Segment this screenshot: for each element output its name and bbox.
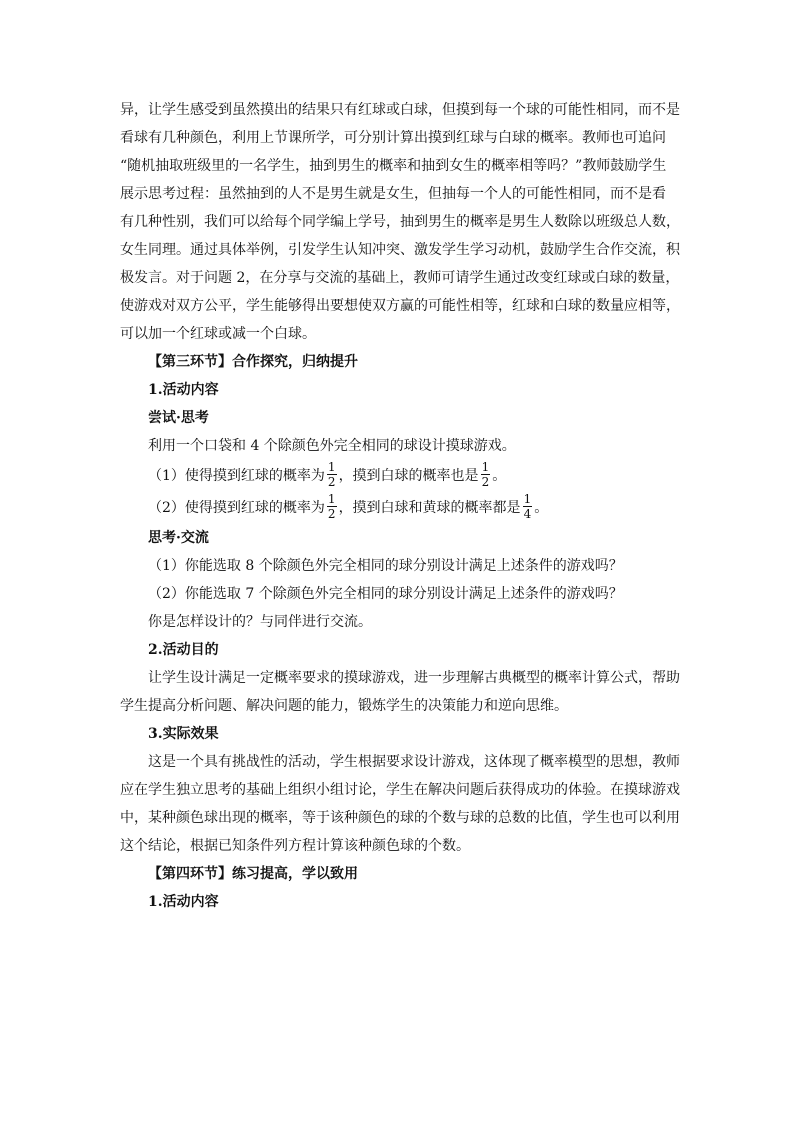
text-line: 使游戏对双方公平，学生能够得出要想使双方赢的可能性相等，红球和白球的数量应相等，	[120, 298, 680, 314]
text-line: 看球有几种颜色，利用上节课所学，可分别计算出摸到红球与白球的概率。教师也可追问	[120, 130, 666, 146]
text-line: 展示思考过程：虽然抽到的人不是男生就是女生，但抽每一个人的可能性相同，而不是看	[120, 186, 666, 202]
fraction: $\frac{1}{4}$	[523, 491, 532, 521]
section-3-activity-goal-heading: 2.活动目的	[148, 642, 219, 658]
fraction: $\frac{1}{2}$	[327, 491, 336, 521]
think-discuss-item-3: 你是怎样设计的？与同伴进行交流。	[148, 614, 372, 630]
text-line: 异，让学生感受到虽然摸出的结果只有红球或白球，但摸到每一个球的可能性相同，而不是	[120, 102, 680, 118]
q2-text-b: ，摸到白球和黄球的概率都是	[338, 500, 521, 516]
paragraph-intro	[120, 96, 680, 348]
document-page	[120, 96, 680, 916]
fraction: $\frac{1}{2}$	[327, 459, 336, 489]
text-line: 让学生设计满足一定概率要求的摸球游戏，进一步理解古典概型的概率计算公式，帮助	[148, 670, 680, 686]
q1-text-a: （1）使得摸到红球的概率为	[148, 468, 325, 484]
text-line: 极发言。对于问题 2，在分享与交流的基础上，教师可请学生通过改变红球或白球的数量，	[120, 270, 680, 286]
text-line: “随机抽取班级里的一名学生，抽到男生的概率和抽到女生的概率相等吗？”教师鼓励学生	[120, 158, 667, 174]
text-line: 应在学生独立思考的基础上组织小组讨论，学生在解决问题后获得成功的体验。在摸球游戏	[120, 782, 680, 798]
text-line: 这个结论，根据已知条件列方程计算该种颜色球的个数。	[120, 838, 470, 854]
q2-text-a: （2）使得摸到红球的概率为	[148, 500, 325, 516]
paragraph-goal	[120, 664, 680, 720]
paragraph-effect	[120, 748, 680, 860]
section-4-title: 【第四环节】练习提高，学以致用	[148, 866, 358, 882]
think-discuss-heading: 思考·交流	[148, 530, 209, 546]
section-4-activity-content-heading: 1.活动内容	[148, 894, 219, 910]
text-line: 学生提高分析问题、解决问题的能力，锻炼学生的决策能力和逆向思维。	[120, 698, 568, 714]
q1-text-b: ，摸到白球的概率也是	[338, 468, 479, 484]
fraction: $\frac{1}{2}$	[481, 459, 490, 489]
text-line: 女生同理。通过具体举例，引发学生认知冲突、激发学生学习动机，鼓励学生合作交流，积	[120, 242, 680, 258]
think-discuss-item-1: （1）你能选取 8 个除颜色外完全相同的球分别设计满足上述条件的游戏吗？	[148, 558, 623, 574]
text-line: 有几种性别，我们可以给每个同学编上学号，抽到男生的概率是男生人数除以班级总人数，	[120, 214, 680, 230]
section-3-activity-content-heading: 1.活动内容	[148, 382, 219, 398]
q2-text-c: 。	[534, 500, 549, 516]
question-1	[120, 460, 680, 492]
section-3-effect-heading: 3.实际效果	[148, 726, 219, 742]
text-line: 可以加一个红球或减一个白球。	[120, 326, 316, 342]
q1-text-c: 。	[492, 468, 507, 484]
try-think-heading: 尝试·思考	[148, 410, 209, 426]
text-line: 中，某种颜色球出现的概率，等于该种颜色的球的个数与球的总数的比值，学生也可以利用	[120, 810, 680, 826]
text-line: 这是一个具有挑战性的活动，学生根据要求设计游戏，这体现了概率模型的思想，教师	[148, 754, 680, 770]
think-discuss-item-2: （2）你能选取 7 个除颜色外完全相同的球分别设计满足上述条件的游戏吗？	[148, 586, 623, 602]
section-3-title: 【第三环节】合作探究，归纳提升	[148, 354, 358, 370]
try-intro: 利用一个口袋和 4 个除颜色外完全相同的球设计摸球游戏。	[148, 438, 516, 454]
question-2	[120, 492, 680, 524]
